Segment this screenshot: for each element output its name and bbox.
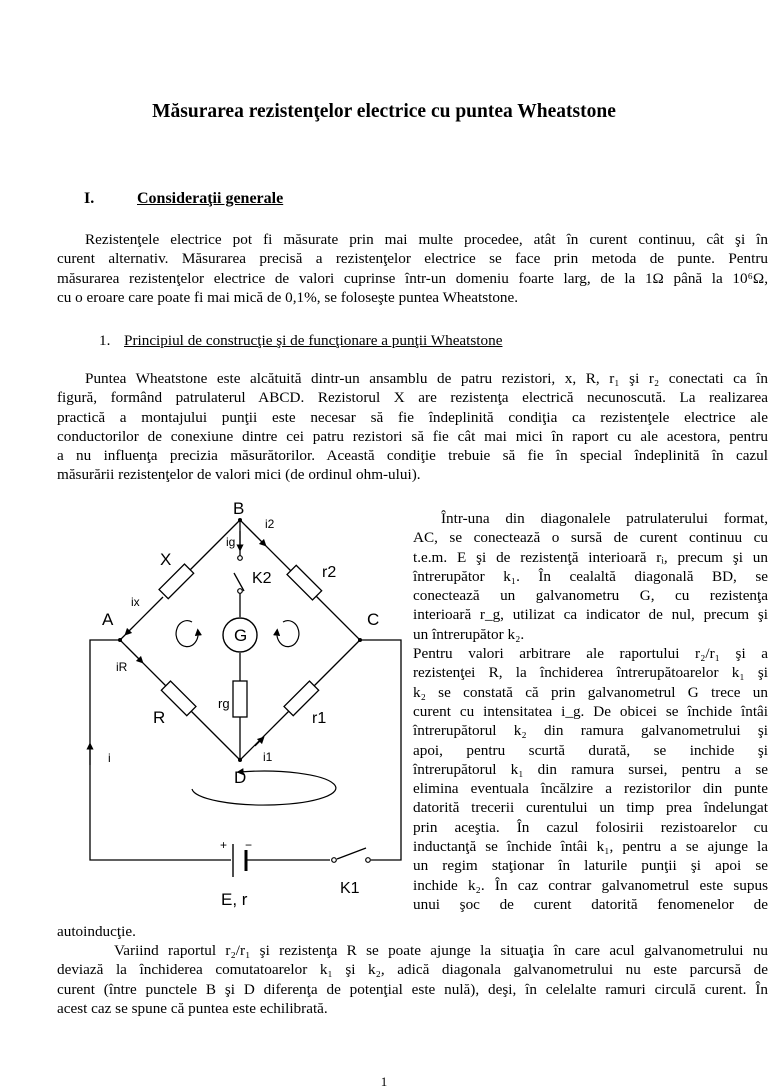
current-label-i: i [108,751,111,765]
side-line: conectează un galvanometru G, cu rezistenţa [413,587,768,605]
balance-paragraph [57,941,768,1018]
principle-line: măsurării rezistenţelor de valori mici (de ordinul ohm-ului). [57,466,421,484]
principle-line: Puntea Wheatstone este alcătuită dintr-un ansamblu de patru rezistori, x, R, r₁ şi r₂ conectati ca în [85,370,768,387]
page-title: Măsurarea rezistenţelor electrice cu puntea Wheatstone [152,101,616,122]
battery-plus-label: + [220,838,228,852]
resistor-label-x: X [160,550,172,569]
side-line: rezistenţei R, la închiderea întrerupătoarelor k₁ şi [413,664,768,682]
intro-line: cu o eroare care poate fi mai mică de 0,1%, se foloseşte puntea Wheatstone. [57,288,519,306]
source-label: E, r [221,890,248,909]
intro-line: măsurarea rezistenţelor electrice de valori cuprinse într-un domeniu foarte larg, de la 1Ω până la 10⁶Ω, [57,269,768,287]
principle-paragraph [57,369,768,485]
side-line: un întrerupător k₂. [413,625,525,643]
current-label-ig: ig [226,535,236,549]
current-label-ir: iR [116,660,128,674]
resistor-label-r1 [312,710,326,727]
resistor-r1-text: r1 [312,710,327,727]
current-label-i1: i1 [263,750,273,764]
resistor-label-rg [218,696,230,711]
subsection-title: Principiul de construcţie şi de funcţionare a punţii Wheatstone [124,332,503,349]
side-line: interioară r_g, utilizat ca indicator de nul, precum şi [413,606,768,624]
page-number: 1 [380,1074,388,1089]
side-line: k₂ se constată că prin galvanometrul G trece un [413,683,768,701]
balance-line: Variind raportul r₂/r₁ şi rezistenţa R se poate ajunge la situaţia în care acul galvanometrului nu [114,942,768,959]
resistor-r2 [287,565,322,600]
intro-line: Rezistenţele electrice pot fi măsurate prin mai multe procedee, atât în curent continuu, cât şi în [85,231,768,248]
side-line: AC, se conectează o sursă de curent continuu cu [413,529,768,547]
figure-description [413,509,768,914]
switch-label-k1 [340,880,360,897]
subsection-number: 1. [99,332,111,349]
principle-line: figură, formând patrulaterul ABCD. Rezistorul X are rezistenţa electrică necunoscută. La realizarea [57,389,768,407]
side-line: un regim staţionar în laturile punţii şi apoi se [413,857,768,875]
resistor-rg-text: rg [218,696,230,711]
intro-paragraph [57,230,768,307]
side-line: inductanţă se închide întâi k₁, pentru a se ajunge la [413,838,768,856]
switch-label-k2 [252,570,272,587]
section-number: I. [84,190,95,207]
continuation-text: autoinducţie. [57,923,136,940]
balance-line: curent (între punctele B şi D diferenţa de potenţial este nulă), deşi, în celelalte ramuri circulă curent. În [57,980,768,998]
node-label-c: C [367,610,380,629]
resistor-label-r2 [322,564,336,581]
switch-k1-text: K1 [340,880,360,897]
side-line: prin aceştia. În cazul folosirii rezistoarelor cu [413,818,768,836]
side-line: curent cu intensitatea i_g. De obicei se închide întâi [413,702,768,720]
battery-minus-label: − [245,838,253,852]
side-line: apoi, pentru scurtă durată, se inchide şi [413,741,768,759]
switch-k1-contact [332,858,337,863]
side-line: datorită trecerii curentului un timp prea îndelungat [413,799,768,817]
side-line: t.e.m. E şi de rezistenţă interioară rᵢ, precum şi un [413,548,768,566]
principle-line: a nu influenţa precizia măsurătorilor. Această condiţie trebuie să fie în special îndeplinită în cazul [57,447,768,465]
side-line: Într-una din diagonalele patrulaterului format, [441,510,768,527]
principle-line: conductorilor de conexiune dintre cei patru rezistori să fie cât mai mici în raport cu ale acestora, pentru [57,427,768,445]
current-label-i2: i2 [265,517,275,531]
current-label-ix: ix [131,595,140,609]
side-line: inchide k₂. În caz contrar galvanometrul este supus [413,876,768,894]
wheatstone-bridge-diagram [60,490,405,920]
node-label-d: D [234,768,247,787]
resistor-r2-text: r2 [322,564,337,581]
node-label-b: B [233,499,245,518]
side-line: Pentru valori arbitrare ale raportului r₂/r₁ şi a [413,645,768,663]
side-line: întrerupător k₁. În cealaltă diagonală BD, se [413,567,768,585]
intro-line: curent alternativ. Măsurarea precisă a rezistenţelor electrice se face prin metoda de punte. Pentru [57,250,768,268]
resistor-x [159,564,194,599]
resistor-rg [233,681,247,717]
galvanometer-label: G [234,626,248,645]
side-line: întrerupătorul k₂ din ramura galvanometrului şi [413,722,768,740]
side-line: întrerupătorul k₁ din ramura sursei, pentru a se [413,760,768,778]
resistor-r [161,681,196,716]
side-line: unui şoc de curent datorită fenomenelor de [413,895,768,913]
switch-k2-text: K2 [252,570,272,587]
node-label-a: A [102,610,114,629]
balance-line: acest caz se spune că puntea este echilibrată. [57,999,328,1017]
principle-line: practică a montajului punţii este necesar să fie îndeplinită condiţia ca rezistenţele electrice ale [57,408,768,426]
balance-line: deviază la închiderea comutatoarelor k₁ şi k₂, adică diagonala galvanometrului nu este parcursă de [57,961,768,979]
resistor-label-r: R [153,708,166,727]
side-line: elimina eventuala încălzire a rezistorilor din punte [413,780,768,798]
section-title: Consideraţii generale [137,190,284,207]
